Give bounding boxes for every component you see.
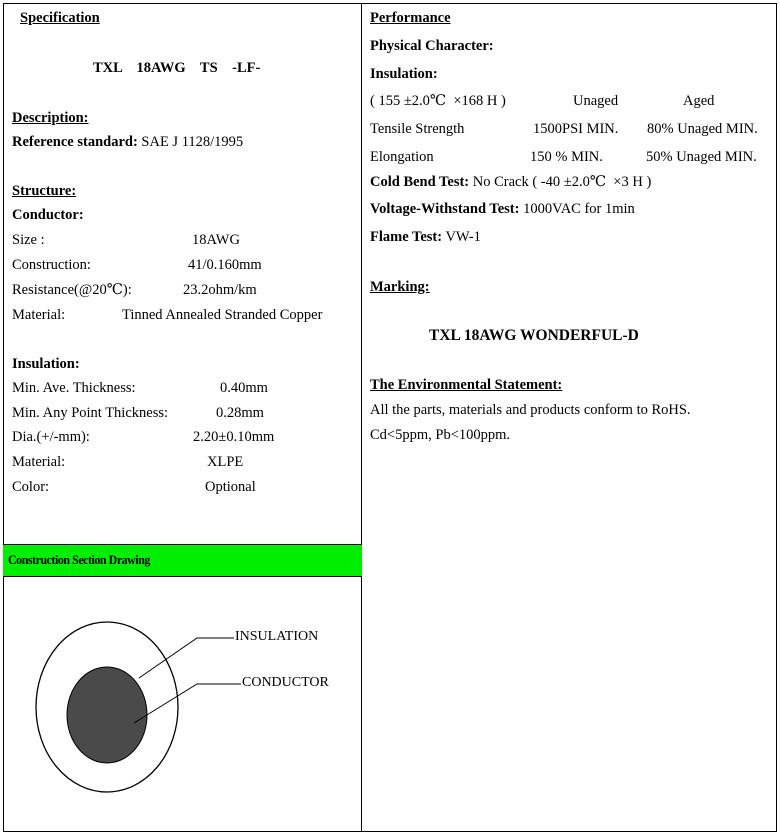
- insulation-diameter-label: Dia.(+/-mm):: [12, 429, 90, 445]
- flame-label: Flame Test:: [370, 229, 443, 245]
- insulation-material-label: Material:: [12, 454, 66, 470]
- aged-column-header: Aged: [683, 93, 715, 109]
- construction-section-bar: [3, 544, 362, 577]
- conductor-resistance-value: 23.2ohm/km: [183, 282, 257, 298]
- construction-section-title: Construction Section Drawing: [8, 552, 150, 567]
- insulation-diameter-value: 2.20±0.10mm: [193, 429, 275, 445]
- environmental-statement-heading: The Environmental Statement:: [370, 377, 563, 393]
- cable-cross-section-drawing: [4, 578, 361, 831]
- voltage-value: 1000VAC for 1min: [519, 201, 635, 217]
- insulation-color-value: Optional: [205, 479, 256, 495]
- conductor-material-value: Tinned Annealed Stranded Copper: [122, 307, 323, 323]
- structure-heading: Structure:: [12, 183, 77, 199]
- elongation-unaged: 150 % MIN.: [530, 149, 603, 165]
- tensile-strength-label: Tensile Strength: [370, 121, 465, 137]
- marking-text: TXL 18AWG WONDERFUL-D: [429, 327, 639, 344]
- conductor-label: CONDUCTOR: [242, 675, 329, 690]
- insulation-color-label: Color:: [12, 479, 50, 495]
- insulation-heading: Insulation:: [12, 356, 80, 372]
- conductor-material-label: Material:: [12, 307, 66, 323]
- voltage-label: Voltage-Withstand Test:: [370, 201, 520, 217]
- insulation-avg-thickness-value: 0.40mm: [220, 380, 268, 396]
- aging-condition: ( 155 ±2.0℃ ×168 H ): [370, 93, 506, 109]
- reference-standard: [12, 134, 243, 151]
- flame-value: VW-1: [442, 229, 481, 245]
- environmental-statement-line1: All the parts, materials and products conform to RoHS.: [370, 402, 691, 418]
- conductor-construction-label: Construction:: [12, 257, 91, 273]
- conductor-core: [67, 667, 147, 763]
- environmental-statement-line2: Cd<5ppm, Pb<100ppm.: [370, 427, 511, 443]
- tensile-strength-aged: 80% Unaged MIN.: [647, 121, 758, 137]
- unaged-column-header: Unaged: [573, 93, 619, 109]
- reference-standard-value: SAE J 1128/1995: [137, 134, 244, 150]
- column-divider: [361, 3, 362, 832]
- voltage-withstand-test: [370, 201, 635, 218]
- insulation-min-thickness-value: 0.28mm: [216, 405, 264, 421]
- part-number: TXL 18AWG TS -LF-: [93, 60, 261, 76]
- cold-bend-value: No Crack ( -40 ±2.0℃ ×3 H ): [469, 174, 652, 190]
- insulation-avg-thickness-label: Min. Ave. Thickness:: [12, 380, 136, 396]
- insulation-material-value: XLPE: [207, 454, 244, 470]
- specification-heading: Specification: [20, 10, 100, 26]
- right-insulation-heading: Insulation:: [370, 66, 438, 82]
- insulation-label: INSULATION: [235, 629, 319, 644]
- marking-heading: Marking:: [370, 279, 430, 295]
- conductor-resistance-label: Resistance(@20℃):: [12, 282, 132, 298]
- insulation-min-thickness-label: Min. Any Point Thickness:: [12, 405, 169, 421]
- conductor-heading: Conductor:: [12, 207, 84, 223]
- description-heading: Description:: [12, 110, 89, 126]
- conductor-size-value: 18AWG: [192, 232, 240, 248]
- cold-bend-label: Cold Bend Test:: [370, 174, 470, 190]
- conductor-construction-value: 41/0.160mm: [188, 257, 262, 273]
- reference-standard-label: Reference standard:: [12, 134, 138, 150]
- flame-test: [370, 229, 481, 246]
- performance-heading: Performance: [370, 10, 451, 26]
- conductor-size-label: Size :: [12, 232, 45, 248]
- tensile-strength-unaged: 1500PSI MIN.: [533, 121, 619, 137]
- cold-bend-test: [370, 174, 651, 191]
- elongation-label: Elongation: [370, 149, 434, 165]
- physical-character-heading: Physical Character:: [370, 38, 494, 54]
- elongation-aged: 50% Unaged MIN.: [646, 149, 757, 165]
